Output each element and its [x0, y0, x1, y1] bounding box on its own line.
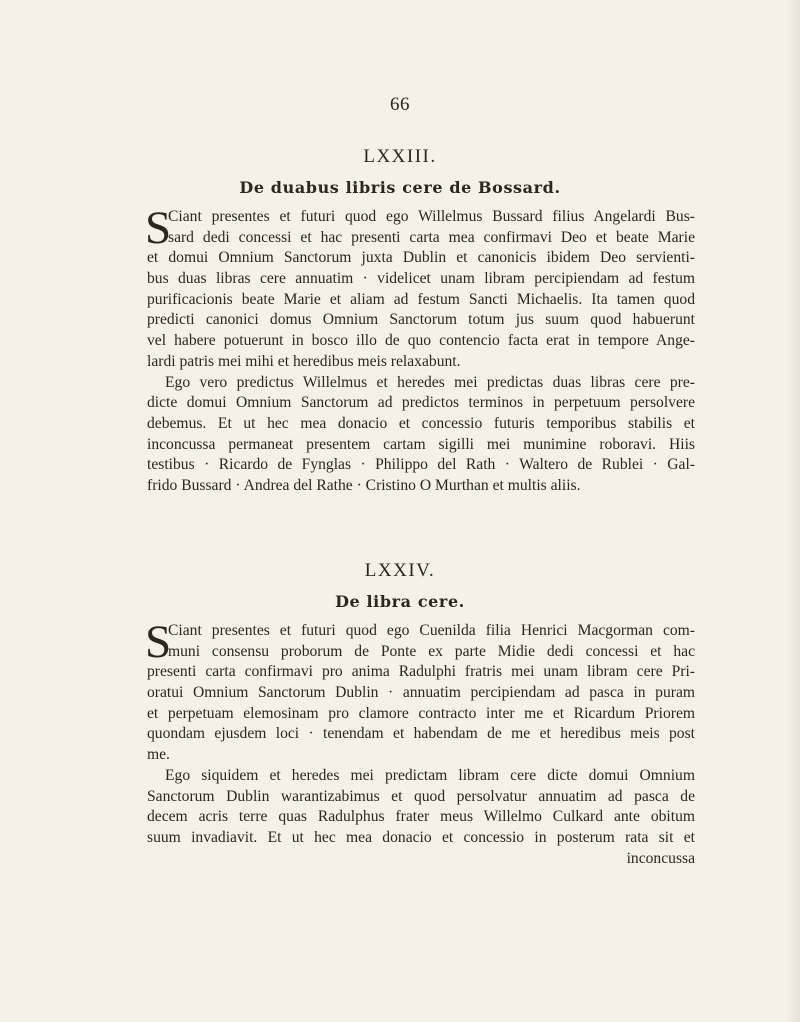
charter-numeral: LXXIV.: [364, 560, 436, 581]
text-line: muni consensu proborum de Ponte ex parte Midie dedi concessi et hac: [168, 642, 695, 660]
text-line: oratui Omnium Sanctorum Dublin · annuatim percipiendam ad pasca in puram: [147, 684, 695, 702]
text-line: me.: [147, 746, 170, 764]
text-line: suum invadiavit. Et ut hec mea donacio et concessio in posterum rata sit et: [147, 828, 695, 846]
catchword: inconcussa: [626, 849, 695, 867]
text-line: frido Bussard · Andrea del Rathe · Cristino O Murthan et multis aliis.: [147, 476, 581, 494]
text-line: dicte domui Omnium Sanctorum ad predictos terminos in perpetuum persolvere: [147, 394, 695, 412]
text-line: predicti canonici domus Omnium Sanctorum totum jus suum quod habuerunt: [147, 311, 695, 329]
charter-heading: De libra cere.: [335, 592, 465, 611]
text-line: Ciant presentes et futuri quod ego Cuenilda filia Henrici Macgorman com-: [168, 622, 695, 639]
text-line: bus duas libras cere annuatim · videlicet unam libram percipiendam ad festum: [147, 270, 695, 288]
charter-numeral: LXXIII.: [363, 146, 437, 167]
text-line: Ego siquidem et heredes mei predictam libram cere dicte domui Omnium: [165, 766, 695, 784]
text-line: sard dedi concessi et hac presenti carta mea confirmavi Deo et beate Marie: [168, 228, 695, 246]
text-line: presenti carta confirmavi pro anima Radulphi fratris mei unam libram cere Pri-: [147, 663, 695, 681]
text-line: quondam ejusdem loci · tenendam et habendam de me et heredibus meis post: [147, 725, 695, 743]
charter-heading: De duabus libris cere de Bossard.: [239, 178, 561, 197]
text-line: Sanctorum Dublin warantizabimus et quod persolvatur annuatim ad pasca de: [147, 787, 695, 805]
charter-text: [145, 616, 695, 869]
text-line: lardi patris mei mihi et heredibus meis relaxabunt.: [147, 352, 461, 370]
text-line: Ego vero predictus Willelmus et heredes mei predictas duas libras cere pre-: [165, 373, 695, 391]
drop-cap: S: [145, 202, 172, 254]
text-line: vel habere potuerunt in bosco illo de quo contencio facta erat in tempore Ange-: [147, 332, 695, 350]
text-line: et perpetuam elemosinam pro clamore contracto inter me et Ricardum Priorem: [147, 704, 695, 722]
text-line: Ciant presentes et futuri quod ego Willelmus Bussard filius Angelardi Bus-: [168, 208, 695, 225]
charter-text: [145, 202, 695, 497]
drop-cap: S: [145, 616, 172, 668]
text-line: inconcussa permaneat presentem cartam sigilli mei munimine roboravi. Hiis: [147, 435, 695, 453]
page-number: 66: [390, 94, 410, 115]
text-line: purificacionis beate Marie et aliam ad festum Sancti Michaelis. Ita tamen quod: [147, 290, 695, 308]
text-line: et domui Omnium Sanctorum juxta Dublin et canonicis ibidem Deo servienti-: [147, 249, 695, 267]
text-line: debemus. Et ut hec mea donacio et concessio futuris temporibus stabilis et: [147, 414, 695, 432]
text-line: decem acris terre quas Radulphus frater meus Willelmo Culkard ante obitum: [147, 808, 695, 826]
text-line: testibus · Ricardo de Fynglas · Philippo del Rath · Waltero de Rublei · Gal-: [147, 456, 695, 474]
